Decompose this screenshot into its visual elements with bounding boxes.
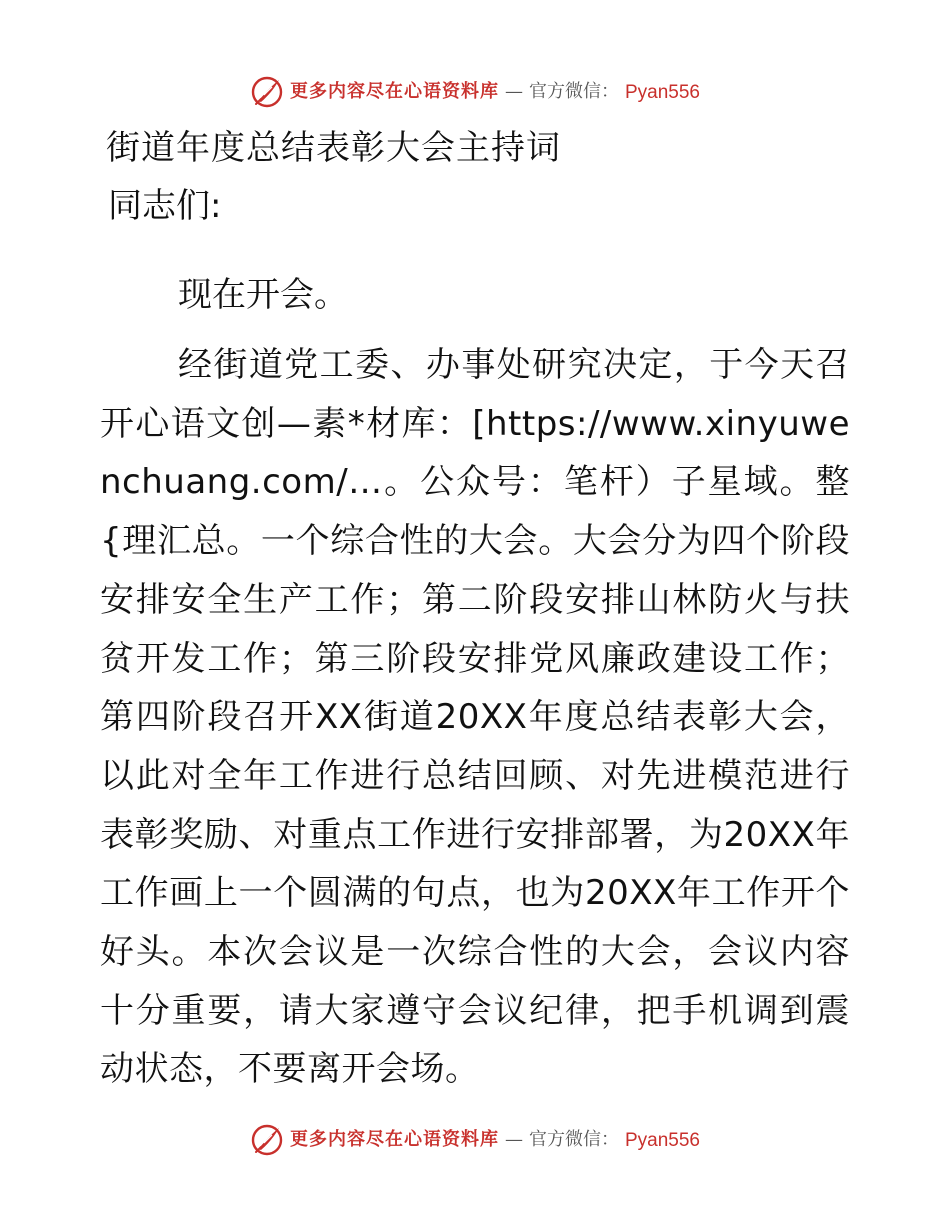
body-paragraph: 经街道党工委、办事处研究决定，于今天召开心语文创—素*材库：[https://www.xinyuwenchuang.com/…。公众号：笔杆）子星域。整{理汇总。一个综合性的大会。大会分为四个阶段安排安全生产工作；第二阶段安排山林防火与扶贫开发工作；第三阶段安排党风廉政建设工作；第四阶段召开XX街道20XX年度总结表彰大会，以此对全年工作进行总结回顾、对先进模范进行表彰奖励、对重点工作进行安排部署，为20XX年工作画上一个圆满的句点，也为20XX年工作开个好头。本次会议是一次综合性的大会，会议内容十分重要，请大家遵守会议纪律，把手机调到震动状态，不要离开会场。 <box>100 345 850 1090</box>
quill-pen-logo-icon <box>250 75 284 109</box>
header-wechat-id: Pyan556 <box>624 81 700 103</box>
document-title: 街道年度总结表彰大会主持词 <box>106 128 561 168</box>
header-banner <box>0 72 950 112</box>
footer-brand-text: 更多内容尽在心语资料库 <box>289 1129 499 1150</box>
header-dash: — <box>504 81 523 102</box>
footer-dash: — <box>504 1129 523 1150</box>
opening-line: 现在开会。 <box>178 275 348 315</box>
footer-banner <box>0 1120 950 1160</box>
footer-wechat-id: Pyan556 <box>624 1129 700 1151</box>
footer-wechat-label: 官方微信： <box>528 1129 619 1150</box>
header-brand-text: 更多内容尽在心语资料库 <box>289 81 499 102</box>
salutation: 同志们: <box>108 186 222 226</box>
header-wechat-label: 官方微信： <box>528 81 619 102</box>
quill-pen-logo-icon <box>250 1123 284 1157</box>
